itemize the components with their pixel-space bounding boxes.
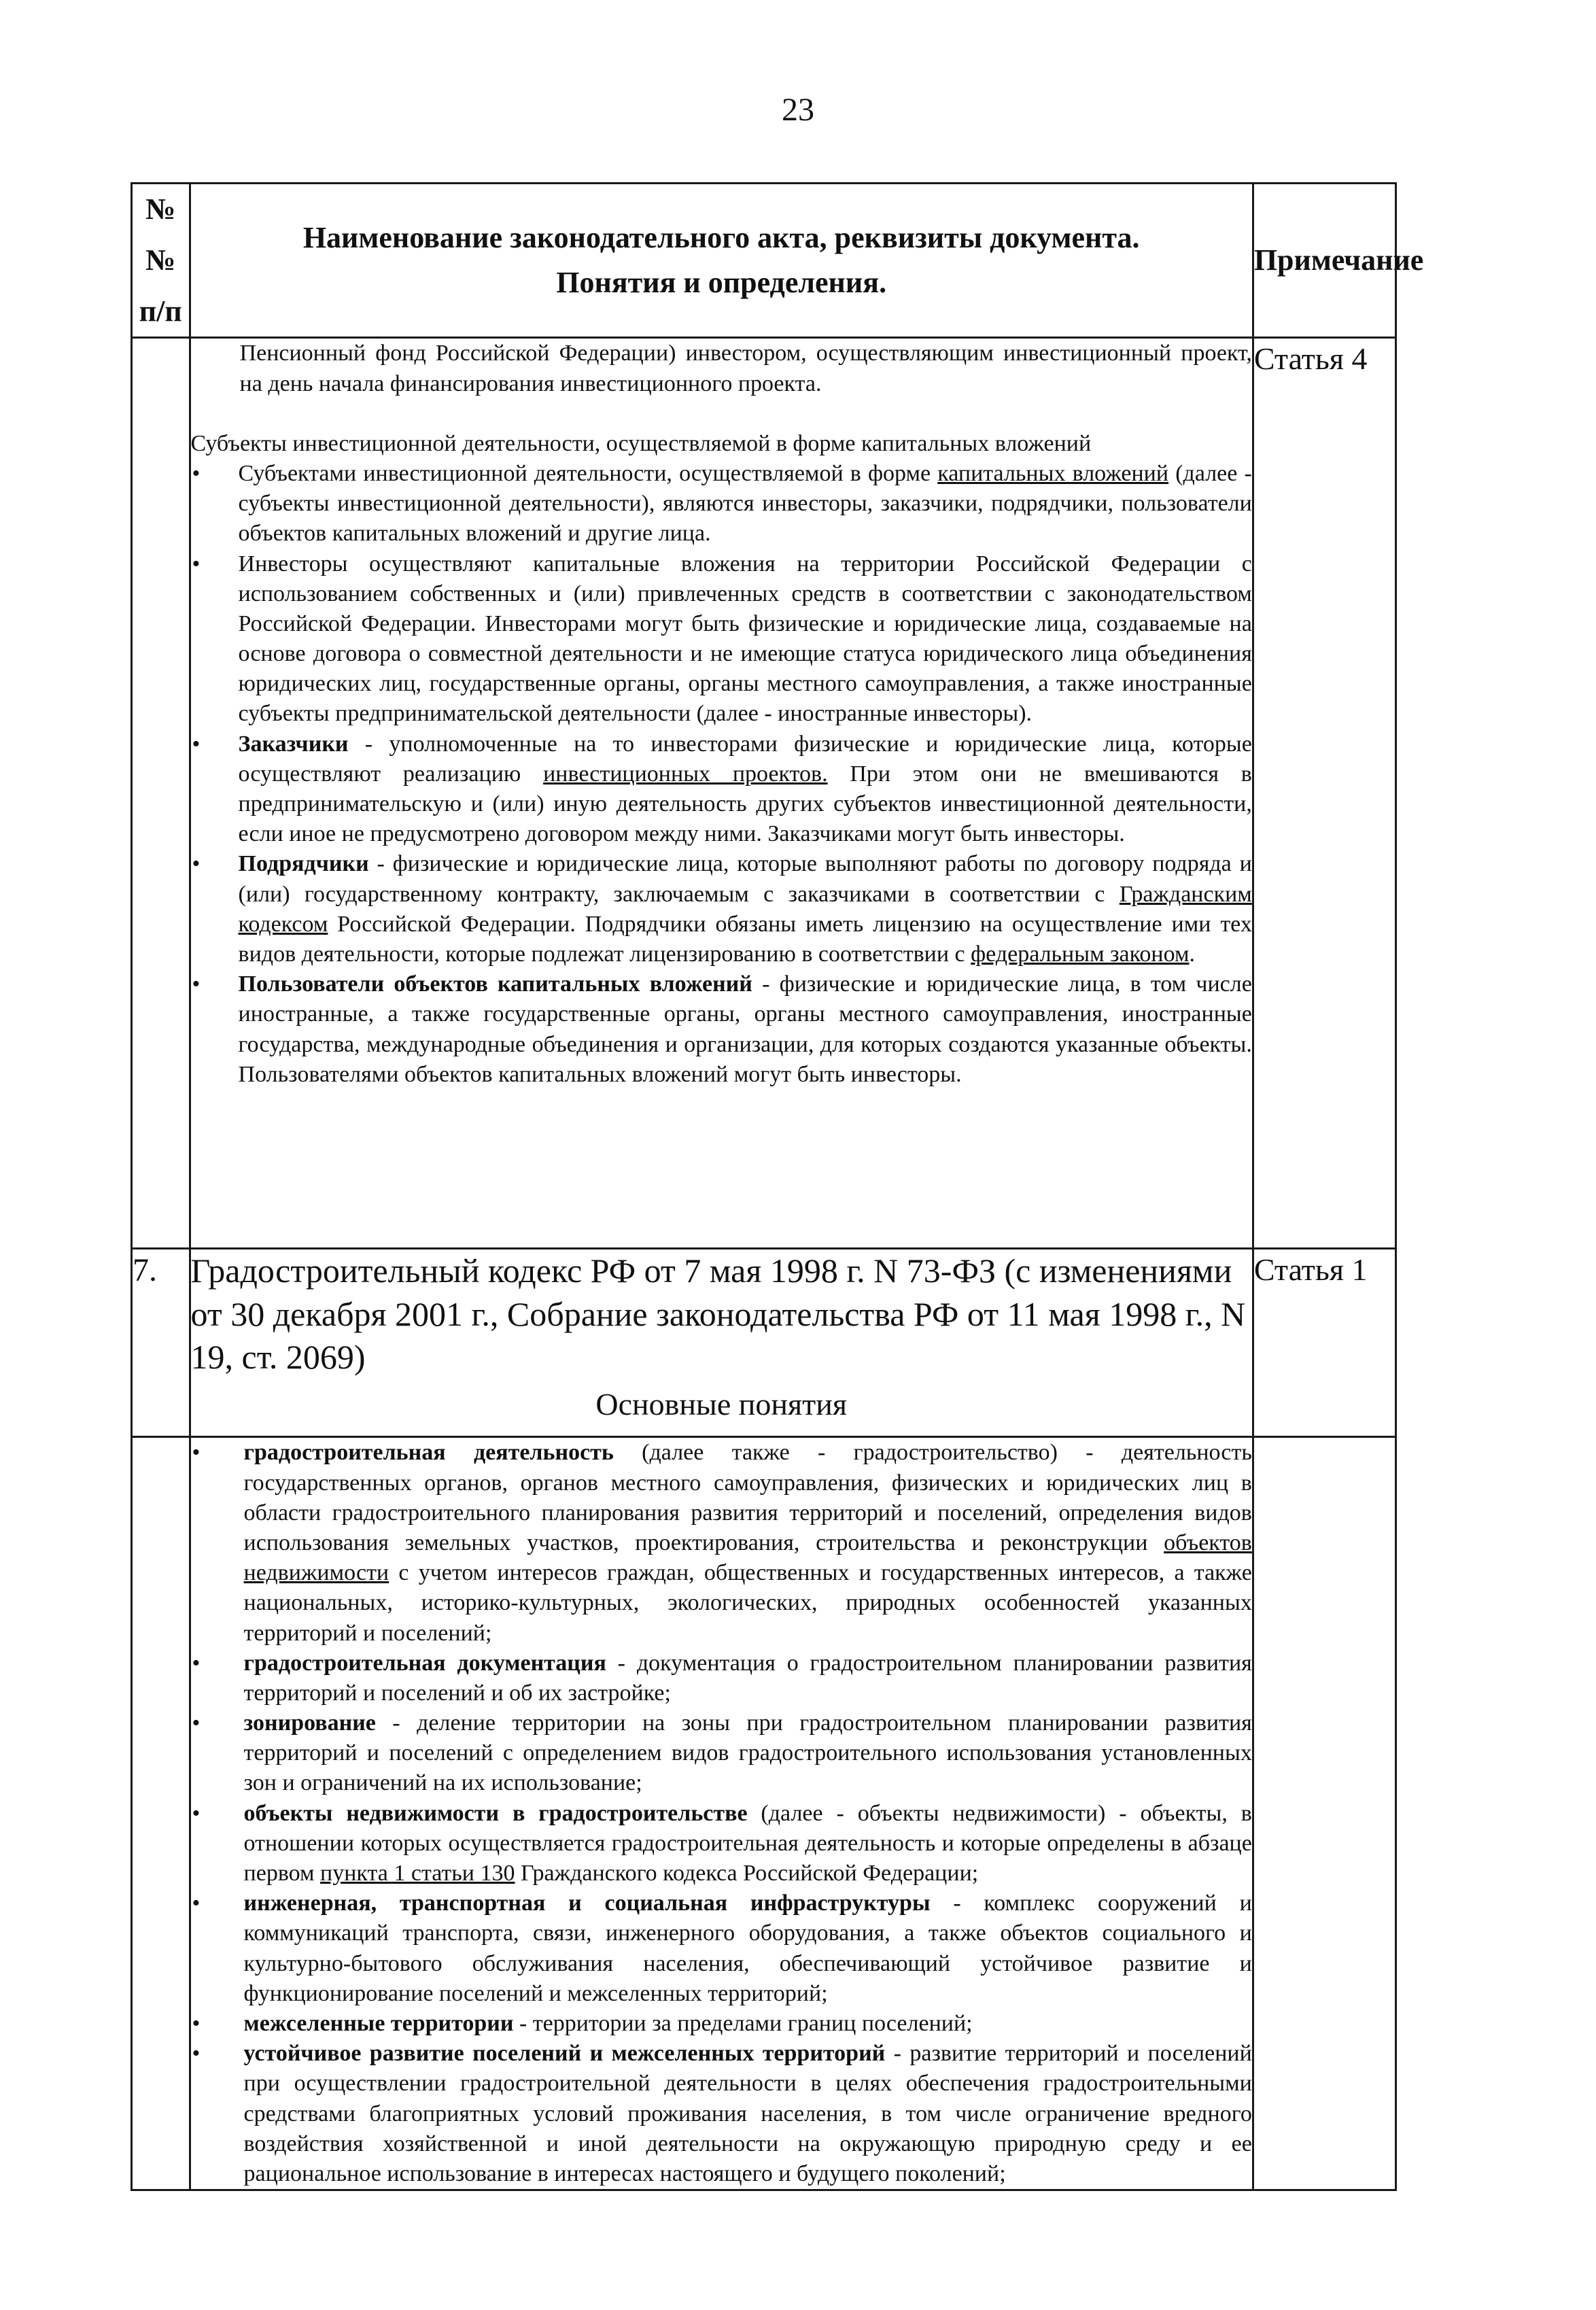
- header-number-line1: №№: [145, 192, 176, 277]
- row-7-note: Статья 1: [1253, 1249, 1395, 1437]
- header-number-cell: [132, 184, 190, 338]
- row-7-number: 7.: [132, 1249, 190, 1437]
- continuation-row: [132, 338, 1396, 1249]
- list-item: • инженерная, транспортная и социальная инфраструктуры - комплекс сооружений и коммуникаций транспорта, связи, инженерного оборудования, а также объектов социального и культурно-бытового обслуживания населения, обеспечивающий устойчивое развитие и функционирование поселений и межселенных территорий;: [244, 1889, 1252, 2009]
- header-name-cell: [190, 184, 1253, 338]
- list-item: • устойчивое развитие поселений и межселенных территорий - развитие территорий и поселений при осуществлении градостроительной деятельности в целях обеспечения градостроительными средствами благоприятных условий проживания населения, в том числе ограничение вредного воздействия хозяйственной и иной деятельности на окружающую природную среду и ее рациональное использование в интересах настоящего и будущего поколений;: [244, 2039, 1252, 2189]
- table-header-row: [132, 184, 1396, 338]
- definitions-text-cell: [190, 1437, 1253, 2190]
- row-7-title: Градостроительный кодекс РФ от 7 мая 1998 г. N 73-ФЗ (с изменениями от 30 декабря 2001 г., Собрание законодательства РФ от 11 мая 1998 г., N 19, ст. 2069): [190, 1252, 1246, 1377]
- list-item: • объекты недвижимости в градостроительстве (далее - объекты недвижимости) - объекты, в отношении которых осуществляется градостроительная деятельность и которые определены в абзаце первом пункта 1 статьи 130 Гражданского кодекса Российской Федерации;: [244, 1799, 1252, 1889]
- list-item: • зонирование - деление территории на зоны при градостроительном планировании развития территорий и поселений с определением видов градостроительного использования установленных зон и ограничений на их использование;: [244, 1708, 1252, 1799]
- definitions-row: [132, 1437, 1396, 2190]
- header-name-line1: Наименование законодательного акта, реквизиты документа.: [302, 221, 1140, 255]
- list-item: • Пользователи объектов капитальных вложений - физические и юридические лица, в том числе иностранные, а также государственные органы, органы местного самоуправления, иностранные государства, международные объединения и организации, для которых создаются указанные объекты. Пользователями объектов капитальных вложений могут быть инвесторы.: [239, 969, 1252, 1090]
- continuation-lead-text: Пенсионный фонд Российской Федерации) инвестором, осуществляющим инвестиционный проект, на день начала финансирования инвестиционного проекта.: [239, 341, 1252, 396]
- definitions-list: [191, 1438, 1252, 2189]
- definitions-note-cell: [1253, 1437, 1395, 2190]
- continuation-note-cell: Статья 4: [1253, 338, 1395, 1249]
- header-note-cell: Примечание: [1253, 184, 1395, 338]
- continuation-subtitle: Субъекты инвестиционной деятельности, осуществляемой в форме капитальных вложений: [190, 430, 1092, 456]
- legislation-table: [131, 182, 1424, 2191]
- table-row-7: [132, 1249, 1396, 1437]
- list-item: • межселенные территории - территории за пределами границ поселений;: [244, 2009, 1252, 2039]
- header-number-line2: п/п: [139, 294, 182, 328]
- list-item: • градостроительная деятельность (далее также - градостроительство) - деятельность государственных органов, органов местного самоуправления, физических и юридических лиц в области градостроительного планирования развития территорий и поселений, определения видов использования земельных участков, проектирования, строительства и реконструкции объектов недвижимости с учетом интересов граждан, общественных и государственных интересов, а также национальных, историко-культурных, экологических, природных особенностей указанных территорий и поселений;: [244, 1438, 1252, 1648]
- list-item: • Подрядчики - физические и юридические лица, которые выполняют работы по договору подряда и (или) государственному контракту, заключаемым с заказчиками в соответствии с Гражданским кодексом Российской Федерации. Подрядчики обязаны иметь лицензию на осуществление ими тех видов деятельности, которые подлежат лицензированию в соответствии с федеральным законом.: [239, 849, 1252, 969]
- page-number: 23: [782, 92, 814, 128]
- header-name-line2: Понятия и определения.: [556, 266, 887, 300]
- list-item: • Инвесторы осуществляют капитальные вложения на территории Российской Федерации с использованием собственных и (или) привлеченных средств в соответствии с законодательством Российской Федерации. Инвесторами могут быть физические и юридические лица, создаваемые на основе договора о совместной деятельности и не имеющие статуса юридического лица объединения юридических лиц, государственные органы, органы местного самоуправления, а также иностранные субъекты предпринимательской деятельности (далее - иностранные инвесторы).: [239, 549, 1252, 729]
- list-item: • градостроительная документация - документация о градостроительном планировании развития территорий и поселений и об их застройке;: [244, 1649, 1252, 1708]
- row-7-subtitle: Основные понятия: [595, 1386, 848, 1421]
- subjects-list: [191, 459, 1252, 1090]
- continuation-text-cell: [190, 338, 1253, 1249]
- list-item: • Субъектами инвестиционной деятельности, осуществляемой в форме капитальных вложений (далее - субъекты инвестиционной деятельности), являются инвесторы, заказчики, подрядчики, пользователи объектов капитальных вложений и другие лица.: [239, 459, 1252, 549]
- row-7-title-cell: [190, 1249, 1253, 1437]
- continuation-number-cell: [132, 338, 190, 1249]
- definitions-number-cell: [132, 1437, 190, 2190]
- list-item: • Заказчики - уполномоченные на то инвесторами физические и юридические лица, которые осуществляют реализацию инвестиционных проектов. При этом они не вмешиваются в предпринимательскую и (или) иную деятельность других субъектов инвестиционной деятельности, если иное не предусмотрено договором между ними. Заказчиками могут быть инвесторы.: [239, 729, 1252, 850]
